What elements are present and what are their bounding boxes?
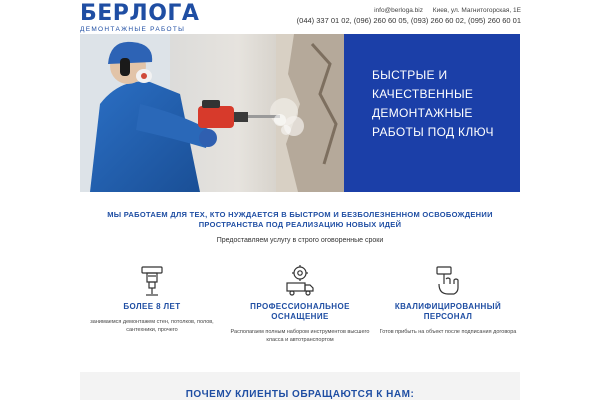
hero-headline: БЫСТРЫЕ И КАЧЕСТВЕННЫЕ ДЕМОНТАЖНЫЕ РАБОТЫ ПОД КЛЮЧ — [372, 68, 494, 139]
feature-description: занимаемся демонтажем стен, потолков, полов, сантехники, прочего — [90, 319, 214, 333]
reasons-title: ПОЧЕМУ КЛИЕНТЫ ОБРАЩАЮТСЯ К НАМ: — [185, 389, 415, 400]
feature-title: КВАЛИФИЦИРОВАННЫЙ ПЕРСОНАЛ — [394, 302, 502, 321]
hero-banner — [80, 34, 520, 192]
logo-tagline: ДЕМОНТАЖНЫЕ РАБОТЫ — [80, 26, 186, 33]
hero-photo-worker-drilling — [80, 34, 344, 192]
phone-numbers[interactable]: (044) 337 01 02, (096) 260 60 05, (093) 260 60 02, (095) 260 60 01 — [296, 16, 521, 25]
hammer-hand-icon — [430, 262, 466, 298]
intro-title: МЫ РАБОТАЕМ ДЛЯ ТЕХ, КТО НУЖДАЕТСЯ В БЫСТРОМ И БЕЗБОЛЕЗНЕННОМ ОСВОБОЖДЕНИИ ПРОСТРАНСТВА ПОД РЕАЛИЗАЦИЮ НОВЫХ ИДЕЙ — [107, 210, 493, 229]
feature-description: Готов прибыть на объект после подписания договора — [379, 329, 517, 335]
intro-subtitle: Предоставляем услугу в строго оговоренные сроки — [216, 237, 384, 244]
feature-title: БОЛЕЕ 8 ЛЕТ — [123, 302, 181, 311]
feature-title: ПРОФЕССИОНАЛЬНОЕ ОСНАЩЕНИЕ — [250, 302, 350, 321]
address-text: Киев, ул. Магнитогорская, 1Е — [432, 7, 521, 14]
logo-wordmark: БЕРЛОГА — [80, 1, 200, 26]
hero-text-panel — [344, 34, 520, 192]
feature-staff — [378, 262, 518, 336]
email-link[interactable]: info@berloga.biz — [374, 7, 423, 14]
truck-gear-icon — [282, 262, 318, 298]
feature-equipment — [230, 262, 370, 344]
contacts-block — [297, 6, 521, 27]
feature-experience — [82, 262, 222, 334]
logo[interactable] — [80, 3, 199, 34]
jackhammer-icon — [134, 262, 170, 298]
site-header — [0, 0, 600, 36]
feature-description: Располагаем полным набором инструментов высшего класса и автотранспортом — [230, 329, 370, 343]
reasons-section — [80, 372, 520, 400]
